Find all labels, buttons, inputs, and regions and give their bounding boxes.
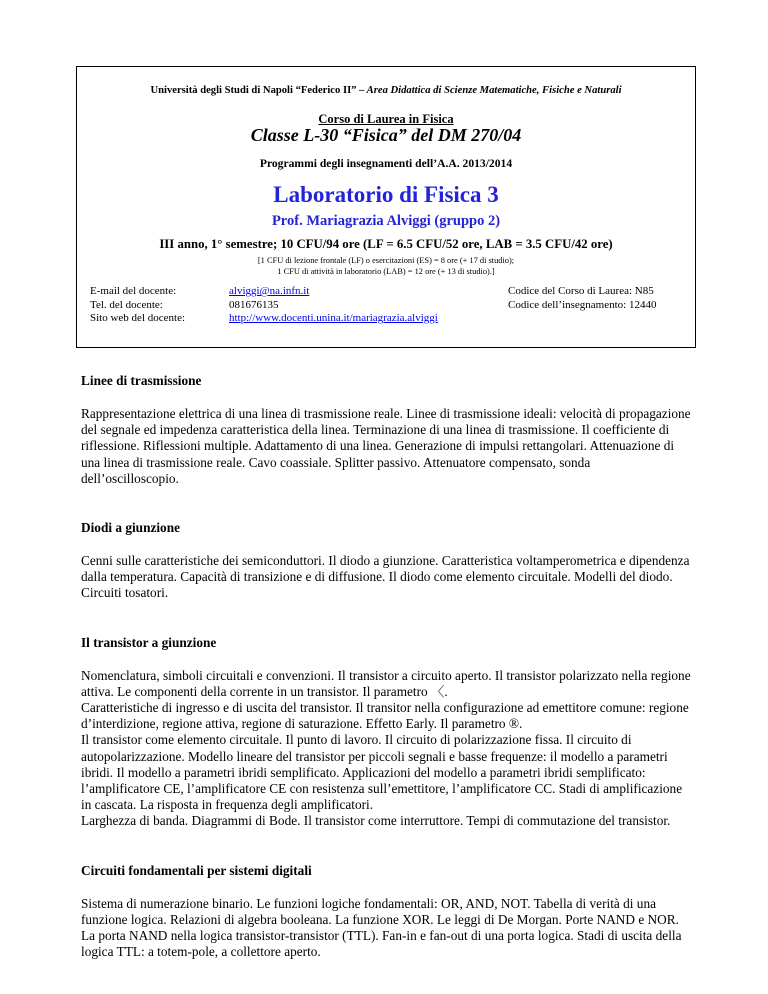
website-link[interactable]: http://www.docenti.unina.it/mariagrazia.alviggi	[229, 312, 438, 324]
email-label: E-mail del docente:	[90, 285, 177, 297]
website-label: Sito web del docente:	[90, 312, 186, 324]
section-paragraph: Il transistor come elemento circuitale. Il punto di lavoro. Il circuito di polarizzazione fissa. Il circuito di autopolarizzazione. Modello lineare del transistor per piccoli segnali e basse frequenze: il modello a parametri ibridi. Il modello a parametri ibridi semplificato. Applicazioni del modello a parametri ibridi semplificato: l’amplificatore CE, l’amplificatore CE con resistenza sull’emettitore, l’amplificatore CC. Stadi di amplificazione in cascata. La risposta in frequenza degli amplificatori.	[81, 732, 683, 813]
university-name: Università degli Studi di Napoli “Federico II”	[150, 85, 357, 96]
section-junction-diodes	[81, 520, 691, 602]
section-digital-circuits	[81, 863, 691, 961]
phone-number: 081676135	[229, 298, 279, 311]
credits-note-line2: 1 CFU di attività in laboratorio (LAB) = 12 ore (+ 13 di studio).]	[277, 267, 495, 276]
phone-label: Tel. del docente:	[90, 298, 163, 311]
university-line	[77, 85, 695, 96]
section-paragraph: Cenni sulle caratteristiche dei semiconduttori. Il diodo a giunzione. Caratteristica voltamperometrica e dipendenza dalla temperatura. Capacità di transizione e di diffusione. Il diodo come elemento circuitale. Modelli del diodo. Circuiti tosatori.	[81, 553, 690, 601]
section-title: Diodi a giunzione	[81, 520, 181, 536]
email-link[interactable]: alviggi@na.infn.it	[229, 285, 310, 297]
programs-year: Programmi degli insegnamenti dell’A.A. 2013/2014	[259, 157, 513, 170]
section-paragraph: Nomenclatura, simboli circuitali e convenzioni. Il transistor a circuito aperto. Il transistor polarizzato nella regione attiva. Le componenti della corrente in un transistor. Il parametro 〈.	[81, 667, 691, 699]
section-junction-transistor	[81, 635, 691, 830]
section-title: Circuiti fondamentali per sistemi digitali	[81, 862, 312, 878]
section-title: Il transistor a giunzione	[81, 634, 217, 650]
professor-name: Prof. Mariagrazia Alviggi (gruppo 2)	[271, 213, 501, 229]
section-paragraph: Rappresentazione elettrica di una linea di trasmissione reale. Linee di trasmissione ideali: velocità di propagazione del segnale ed impedenza caratteristica della linea. Terminazione di una linea di trasmissione. Il coefficiente di riflessione. Riflessioni multiple. Adattamento di una linea. Generazione di impulsi rettangolari. Attenuazione di una linea di trasmissione reale. Cavo coassiale. Splitter passivo. Attenuatore compensato, sonda dell’oscilloscopio.	[81, 406, 691, 486]
degree-class: Classe L-30 “Fisica” del DM 270/04	[250, 125, 522, 145]
university-area: – Area Didattica di Scienze Matematiche, Fisiche e Naturali	[356, 85, 622, 96]
credits-note-line1: [1 CFU di lezione frontale (LF) o esercitazioni (ES) = 8 ore (+ 17 di studio);	[257, 256, 515, 265]
section-paragraph: Sistema di numerazione binario. Le funzioni logiche fondamentali: OR, AND, NOT. Tabella di verità di una funzione logica. Relazioni di algebra booleana. La funzione XOR. Le leggi di De Morgan. Porte NAND e NOR. La porta NAND nella logica transistor-transistor (TTL). Fan-in e fan-out di una porta logica. Stadi di uscita della logica TTL: a totem-pole, a collettore aperto.	[81, 895, 682, 960]
section-paragraph: Larghezza di banda. Diagrammi di Bode. Il transistor come interruttore. Tempi di commutazione del transistor.	[81, 813, 671, 829]
section-paragraph: Caratteristiche di ingresso e di uscita del transistor. Il transitor nella configurazione ad emettitore comune: regione d’interdizione, regione attiva, regione di saturazione. Effetto Early. Il parametro ®.	[81, 700, 689, 732]
course-credits: III anno, 1° semestre; 10 CFU/94 ore (LF = 6.5 CFU/52 ore, LAB = 3.5 CFU/42 ore)	[159, 237, 613, 251]
syllabus-body	[81, 373, 691, 960]
course-code: Codice dell’insegnamento: 12440	[508, 298, 657, 311]
degree-code: Codice del Corso di Laurea: N85	[508, 285, 654, 297]
section-transmission-lines	[81, 373, 691, 487]
course-title: Laboratorio di Fisica 3	[273, 182, 499, 207]
course-header-box	[76, 66, 696, 348]
contact-values	[229, 285, 438, 326]
contact-labels	[90, 285, 185, 326]
degree-course: Corso di Laurea in Fisica	[318, 112, 454, 126]
course-codes	[508, 285, 656, 312]
section-title: Linee di trasmissione	[81, 373, 202, 388]
